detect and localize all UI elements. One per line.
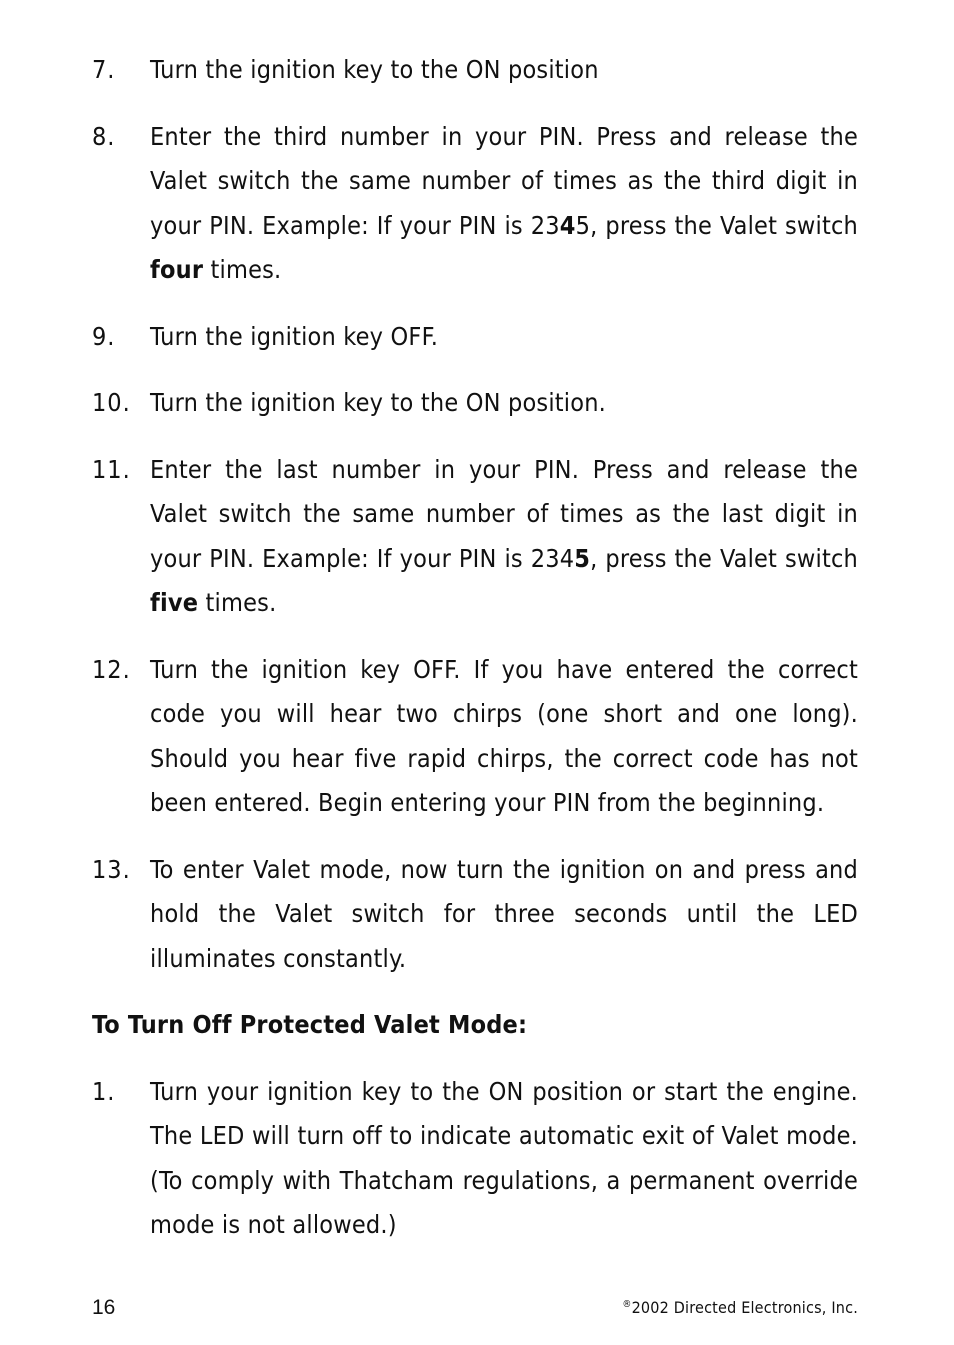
step-10 xyxy=(92,381,858,426)
step-8 xyxy=(92,115,858,293)
step-text: Turn the ignition key OFF. If you have entered the correct code you will hear two chirps (one short and one long). Should you hear five rapid chirps, the correct code has not been entered. Begin entering your PIN from the beginning. xyxy=(150,654,858,817)
step-text: Turn the ignition key to the ON position xyxy=(150,55,599,84)
step-number: 11. xyxy=(92,454,131,484)
step-12 xyxy=(92,648,858,826)
step-text-part: 5, press the Valet switch xyxy=(575,210,858,240)
step-number: 9. xyxy=(92,321,116,351)
registered-symbol: ® xyxy=(622,1299,632,1310)
step-9 xyxy=(92,315,858,360)
step-text-bold: five xyxy=(150,588,199,617)
step-number: 8. xyxy=(92,121,116,151)
step-text-part: Enter the third number in your PIN. Press and release the Valet switch the same number of times as the third digit in your PIN. Example: If your PIN is 23 xyxy=(150,121,858,240)
step-text-bold: four xyxy=(150,255,204,284)
step-number: 13. xyxy=(92,854,131,884)
step-text: Turn your ignition key to the ON position or start the engine. The LED will turn off to indicate automatic exit of Valet mode. (To comply with Thatcham regulations, a permanent override mode is not allowed.) xyxy=(150,1076,858,1239)
step-11 xyxy=(92,448,858,626)
page-content xyxy=(92,48,858,1270)
step-text-bold: 4 xyxy=(559,210,576,240)
copyright-text: 2002 Directed Electronics, Inc. xyxy=(631,1298,858,1317)
step-text-part: Enter the last number in your PIN. Press and release the Valet switch the same number of times as the last digit in your PIN. Example: If your PIN is 234 xyxy=(150,454,858,573)
copyright-notice xyxy=(622,1298,858,1317)
step-text xyxy=(150,115,858,293)
page-number: 16 xyxy=(92,1296,116,1319)
step-number: 1. xyxy=(92,1076,116,1106)
step-text-part: , press the Valet switch xyxy=(590,543,858,573)
step-number: 10. xyxy=(92,388,131,417)
step-text xyxy=(150,448,858,626)
step-7 xyxy=(92,48,858,93)
step-number: 12. xyxy=(92,654,131,684)
step-text: Turn the ignition key to the ON position. xyxy=(150,388,606,417)
step-number: 7. xyxy=(92,55,116,84)
step-text: To enter Valet mode, now turn the ignition on and press and hold the Valet switch for three seconds until the LED illuminates constantly. xyxy=(150,854,858,973)
step-b-1 xyxy=(92,1070,858,1248)
step-13 xyxy=(92,848,858,982)
step-text: Turn the ignition key OFF. xyxy=(150,321,439,351)
step-text-part: times. xyxy=(198,588,277,617)
section-heading: To Turn Off Protected Valet Mode: xyxy=(92,1010,528,1039)
step-text-part: times. xyxy=(203,255,282,284)
step-text-bold: 5 xyxy=(574,543,591,573)
